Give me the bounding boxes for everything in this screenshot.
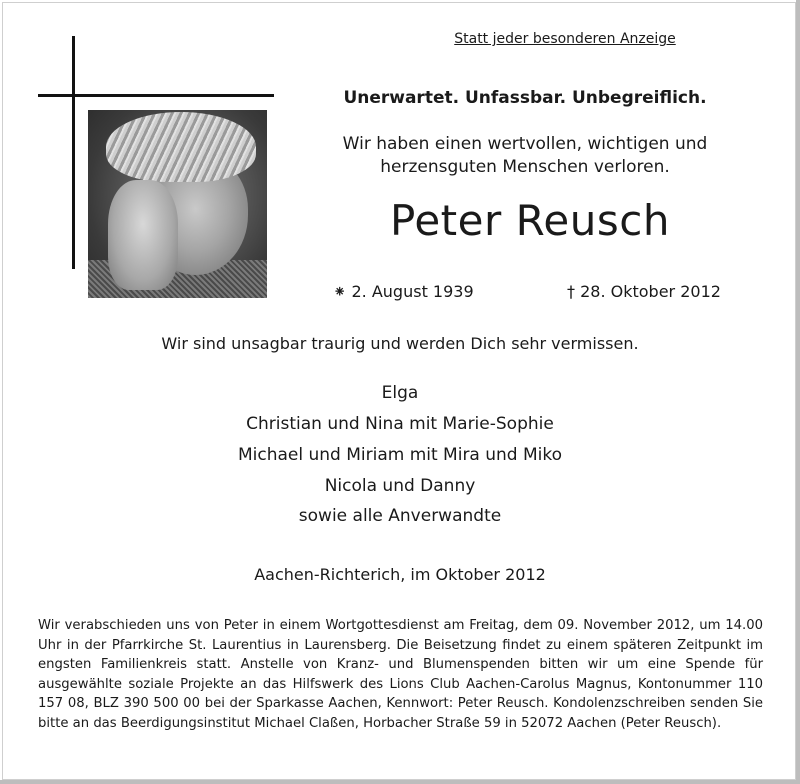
slogan: Unerwartet. Unfassbar. Unbegreiflich.	[343, 88, 707, 108]
family-member: Christian und Nina mit Marie-Sophie	[246, 414, 554, 434]
page-shadow-bottom	[0, 780, 800, 784]
family-member: Nicola und Danny	[324, 476, 476, 496]
place-date: Aachen-Richterich, im Oktober 2012	[254, 565, 546, 584]
cross-icon-bar	[38, 94, 274, 97]
family-list	[150, 378, 650, 502]
page-shadow-right	[796, 0, 800, 784]
notice-header: Statt jeder besonderen Anzeige	[454, 31, 676, 47]
service-details: Wir verabschieden uns von Peter in einem Wortgottesdienst am Freitag, dem 09. November 2012, um 14.00 Uhr in der Pfarrkirche St. Laurentius in Laurensberg. Die Beisetzung findet zu einem späteren Zeitpunkt im engsten Familienkreis statt. Anstelle von Kranz- und Blumenspenden bitten wir um eine Spende für ausgewählte soziale Projekte an das Hilfswerk des Lions Club Aachen-Carolus Magnus, Kontonummer 110 157 08, BLZ 390 500 00 bei der Sparkasse Aachen, Kennwort: Peter Reusch. Kondolenzschreiben senden Sie bitte an das Beerdigungsinstitut Michael Claßen, Horbacher Straße 59 in 52072 Aachen (Peter Reusch).	[38, 618, 763, 731]
cross-icon	[72, 36, 75, 269]
intro-text: Wir haben einen wertvollen, wichtigen und herzensguten Menschen verloren.	[342, 134, 708, 177]
relatives-line: sowie alle Anverwandte	[298, 506, 502, 526]
family-member: Elga	[381, 383, 419, 403]
photo-hair	[106, 112, 256, 182]
death-date: † 28. Oktober 2012	[567, 282, 721, 301]
deceased-name: Peter Reusch	[390, 196, 670, 245]
portrait-photo	[88, 110, 267, 298]
photo-hand	[108, 180, 178, 290]
birth-date: ⁕ 2. August 1939	[333, 282, 474, 301]
family-member: Michael und Miriam mit Mira und Miko	[237, 445, 563, 465]
farewell-line: Wir sind unsagbar traurig und werden Dich sehr vermissen.	[161, 334, 639, 353]
